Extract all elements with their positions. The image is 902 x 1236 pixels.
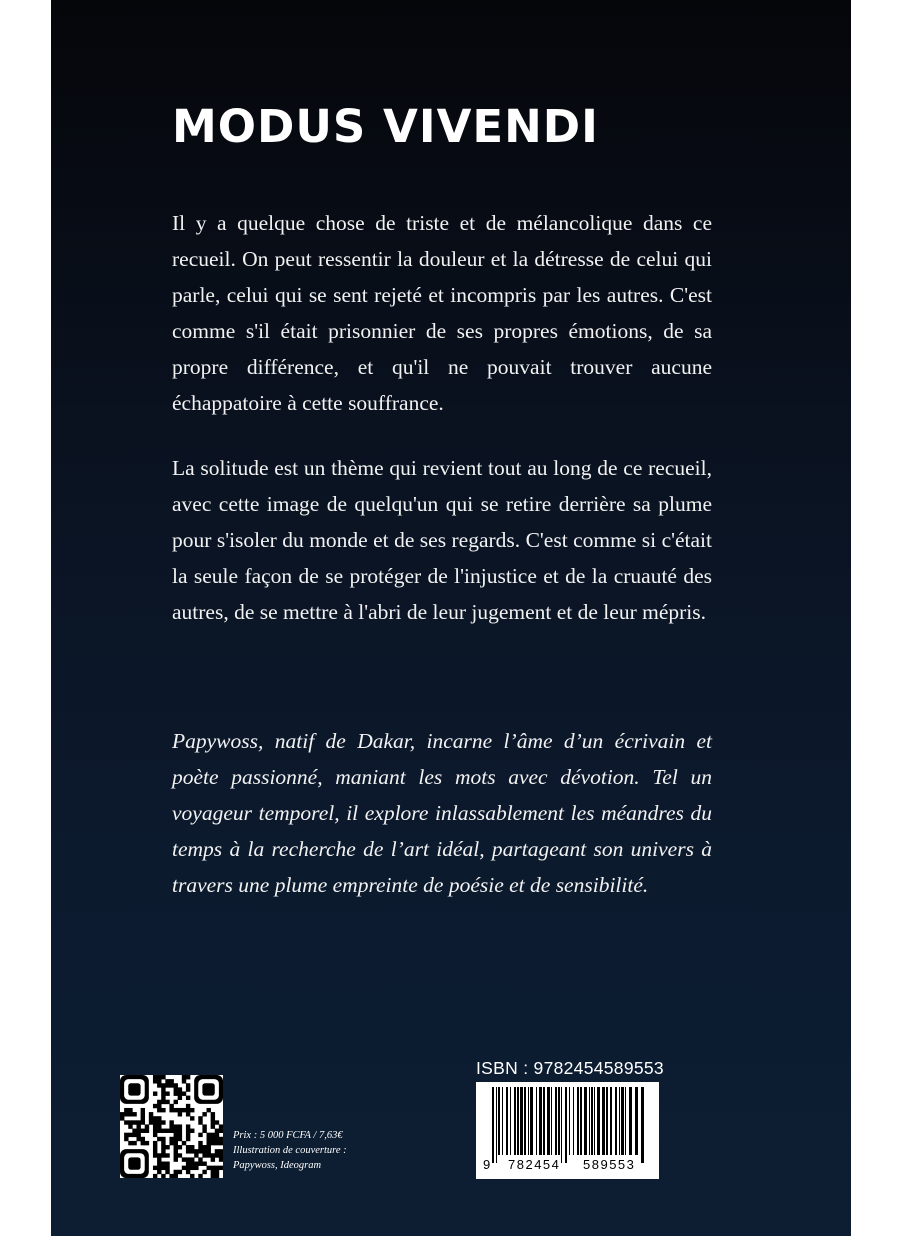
qr-module xyxy=(198,1116,202,1120)
qr-module xyxy=(145,1124,149,1128)
barcode-bar xyxy=(610,1087,612,1155)
qr-module xyxy=(194,1166,198,1170)
qr-module xyxy=(178,1124,182,1128)
qr-module xyxy=(169,1120,173,1124)
qr-module xyxy=(169,1104,173,1108)
qr-module xyxy=(190,1157,194,1161)
qr-module xyxy=(178,1145,182,1149)
qr-module xyxy=(194,1162,198,1166)
book-title: MODUS VIVENDI xyxy=(172,100,599,153)
qr-module xyxy=(157,1104,161,1108)
qr-module xyxy=(186,1096,190,1100)
qr-module xyxy=(124,1112,128,1116)
qr-module xyxy=(169,1124,173,1128)
qr-module xyxy=(132,1129,136,1133)
qr-module xyxy=(219,1124,223,1128)
qr-module xyxy=(186,1129,190,1133)
qr-module xyxy=(202,1149,206,1153)
qr-module xyxy=(132,1133,136,1137)
qr-module xyxy=(190,1129,194,1133)
qr-module xyxy=(215,1166,219,1170)
barcode-bar xyxy=(591,1087,593,1155)
barcode xyxy=(476,1082,659,1179)
qr-module xyxy=(141,1129,145,1133)
illustration-credit: Papywoss, Ideogram xyxy=(233,1160,322,1171)
qr-module xyxy=(161,1087,165,1091)
qr-module xyxy=(161,1153,165,1157)
barcode-bar xyxy=(496,1087,497,1163)
qr-module xyxy=(157,1120,161,1124)
barcode-digit-group-1: 782454 xyxy=(508,1157,561,1172)
barcode-bar xyxy=(520,1087,523,1155)
qr-module xyxy=(169,1174,173,1178)
qr-module xyxy=(198,1120,202,1124)
qr-module xyxy=(174,1133,178,1137)
qr-module xyxy=(165,1100,169,1104)
barcode-bar xyxy=(547,1087,550,1155)
qr-module xyxy=(178,1087,182,1091)
credits xyxy=(233,1128,433,1173)
qr-module xyxy=(157,1116,161,1120)
qr-module xyxy=(186,1075,190,1079)
qr-module xyxy=(174,1087,178,1091)
qr-module xyxy=(194,1153,198,1157)
qr-module xyxy=(190,1149,194,1153)
barcode-bar xyxy=(573,1087,574,1155)
barcode-bar xyxy=(492,1087,494,1163)
qr-module xyxy=(211,1166,215,1170)
qr-module xyxy=(174,1083,178,1087)
qr-finder xyxy=(128,1083,140,1095)
qr-module xyxy=(153,1075,157,1079)
qr-module xyxy=(165,1091,169,1095)
qr-module xyxy=(153,1124,157,1128)
qr-module xyxy=(186,1149,190,1153)
qr-module xyxy=(132,1141,136,1145)
barcode-bar xyxy=(530,1087,533,1155)
qr-module xyxy=(190,1174,194,1178)
qr-module xyxy=(153,1166,157,1170)
qr-module xyxy=(174,1137,178,1141)
qr-module xyxy=(219,1149,223,1153)
qr-module xyxy=(202,1145,206,1149)
barcode-bar xyxy=(577,1087,579,1155)
qr-module xyxy=(190,1166,194,1170)
isbn-label: ISBN : 9782454589553 xyxy=(476,1058,664,1078)
qr-module xyxy=(211,1153,215,1157)
qr-module xyxy=(174,1129,178,1133)
qr-module xyxy=(169,1129,173,1133)
qr-module xyxy=(136,1124,140,1128)
barcode-bar xyxy=(510,1087,511,1155)
qr-module xyxy=(128,1133,132,1137)
qr-module xyxy=(202,1112,206,1116)
blurb-paragraph-1: Il y a quelque chose de triste et de mélancolique dans ce recueil. On peut ressentir la douleur et la détresse de celui qui parle, celui qui se sent rejeté et incompris par les autres. C'est comme s'il était prisonnier de ses propres émotions, de sa propre différence, et qu'il ne pouvait trouver aucune échappatoire à cette souffrance. xyxy=(172,211,712,415)
qr-module xyxy=(207,1153,211,1157)
qr-module xyxy=(149,1112,153,1116)
barcode-bar xyxy=(597,1087,600,1155)
qr-module xyxy=(186,1108,190,1112)
qr-module xyxy=(124,1108,128,1112)
qr-module xyxy=(153,1141,157,1145)
qr-module xyxy=(186,1170,190,1174)
qr-module xyxy=(161,1166,165,1170)
qr-module xyxy=(207,1145,211,1149)
qr-module xyxy=(178,1153,182,1157)
barcode-bar xyxy=(602,1087,605,1155)
qr-module xyxy=(186,1083,190,1087)
qr-module xyxy=(186,1087,190,1091)
qr-module xyxy=(120,1112,124,1116)
qr-module xyxy=(161,1091,165,1095)
qr-module xyxy=(207,1108,211,1112)
barcode-bar xyxy=(584,1087,587,1155)
qr-module xyxy=(169,1137,173,1141)
barcode-bar xyxy=(539,1087,542,1155)
qr-module xyxy=(157,1075,161,1079)
qr-module xyxy=(211,1124,215,1128)
barcode-bar xyxy=(641,1087,644,1163)
qr-module xyxy=(161,1129,165,1133)
qr-module xyxy=(207,1133,211,1137)
qr-module xyxy=(202,1129,206,1133)
qr-module xyxy=(198,1145,202,1149)
barcode-bar xyxy=(565,1087,567,1163)
barcode-bar xyxy=(619,1087,620,1155)
qr-module xyxy=(186,1162,190,1166)
qr-module xyxy=(182,1075,186,1079)
qr-module xyxy=(186,1112,190,1116)
qr-module xyxy=(136,1120,140,1124)
qr-module xyxy=(124,1137,128,1141)
qr-module xyxy=(128,1141,132,1145)
qr-module xyxy=(165,1162,169,1166)
qr-module xyxy=(211,1141,215,1145)
qr-module xyxy=(215,1153,219,1157)
qr-module xyxy=(157,1137,161,1141)
qr-module xyxy=(136,1133,140,1137)
qr-module xyxy=(215,1133,219,1137)
qr-module xyxy=(157,1153,161,1157)
qr-module xyxy=(174,1141,178,1145)
barcode-bar xyxy=(514,1087,516,1155)
qr-module xyxy=(202,1162,206,1166)
qr-module xyxy=(132,1120,136,1124)
qr-module xyxy=(157,1166,161,1170)
qr-module xyxy=(157,1124,161,1128)
barcode-bar xyxy=(558,1087,560,1155)
qr-module xyxy=(190,1116,194,1120)
qr-module xyxy=(153,1133,157,1137)
qr-module xyxy=(153,1145,157,1149)
barcode-bar xyxy=(621,1087,624,1155)
qr-module xyxy=(186,1133,190,1137)
qr-module xyxy=(186,1166,190,1170)
qr-module xyxy=(161,1100,165,1104)
qr-module xyxy=(207,1166,211,1170)
qr-module xyxy=(161,1096,165,1100)
barcode-bar xyxy=(543,1087,545,1155)
qr-module xyxy=(165,1153,169,1157)
qr-module xyxy=(215,1141,219,1145)
qr-module xyxy=(211,1170,215,1174)
qr-module xyxy=(174,1157,178,1161)
qr-module xyxy=(207,1137,211,1141)
barcode-bar xyxy=(589,1087,590,1155)
author-bio: Papywoss, natif de Dakar, incarne l’âme d’un écrivain et poète passionné, maniant les mots avec dévotion. Tel un voyageur temporel, il explore inlassablement les méandres du temps à la recherche de l’art idéal, partageant son univers à travers une plume empreinte de poésie et de sensibilité. xyxy=(172,729,712,897)
barcode-bar xyxy=(594,1087,595,1155)
qr-module xyxy=(161,1174,165,1178)
qr-module xyxy=(174,1108,178,1112)
qr-module xyxy=(153,1149,157,1153)
barcode-bar xyxy=(629,1087,632,1155)
qr-module xyxy=(219,1166,223,1170)
barcode-digit-first: 9 xyxy=(483,1157,491,1172)
qr-module xyxy=(161,1145,165,1149)
barcode-bar xyxy=(498,1087,500,1155)
qr-module xyxy=(128,1120,132,1124)
barcode-bar xyxy=(606,1087,608,1155)
qr-module xyxy=(141,1141,145,1145)
qr-module xyxy=(182,1079,186,1083)
qr-module xyxy=(207,1149,211,1153)
qr-module xyxy=(157,1170,161,1174)
qr-module xyxy=(190,1145,194,1149)
back-cover xyxy=(51,0,851,1236)
qr-module xyxy=(219,1141,223,1145)
qr-module xyxy=(174,1153,178,1157)
barcode-bar xyxy=(569,1087,570,1155)
qr-module xyxy=(174,1174,178,1178)
qr-module xyxy=(161,1141,165,1145)
qr-module xyxy=(136,1137,140,1141)
qr-module xyxy=(145,1141,149,1145)
qr-module xyxy=(174,1145,178,1149)
qr-module xyxy=(141,1137,145,1141)
qr-module xyxy=(174,1100,178,1104)
qr-module xyxy=(128,1108,132,1112)
qr-module xyxy=(182,1091,186,1095)
qr-module xyxy=(174,1149,178,1153)
qr-module xyxy=(161,1137,165,1141)
qr-module xyxy=(215,1129,219,1133)
qr-module xyxy=(190,1108,194,1112)
qr-module xyxy=(211,1116,215,1120)
qr-code-icon xyxy=(120,1075,223,1178)
barcode-bar xyxy=(635,1087,638,1155)
qr-module xyxy=(124,1133,128,1137)
qr-module xyxy=(198,1174,202,1178)
qr-module xyxy=(157,1100,161,1104)
qr-module xyxy=(165,1083,169,1087)
qr-module xyxy=(153,1079,157,1083)
qr-module xyxy=(141,1108,145,1112)
qr-module xyxy=(161,1083,165,1087)
qr-module xyxy=(178,1091,182,1095)
qr-module xyxy=(182,1108,186,1112)
qr-module xyxy=(161,1108,165,1112)
qr-module xyxy=(211,1112,215,1116)
qr-module xyxy=(124,1120,128,1124)
qr-module xyxy=(174,1091,178,1095)
barcode-bar xyxy=(517,1087,519,1155)
barcode-bar xyxy=(615,1087,617,1155)
qr-module xyxy=(211,1120,215,1124)
barcode-bar xyxy=(528,1087,529,1155)
qr-module xyxy=(161,1075,165,1079)
qr-module xyxy=(174,1170,178,1174)
qr-module xyxy=(169,1083,173,1087)
barcode-digits xyxy=(476,1157,659,1175)
qr-module xyxy=(178,1129,182,1133)
illustration-label: Illustration de couverture : xyxy=(233,1145,347,1156)
qr-module xyxy=(157,1108,161,1112)
qr-module xyxy=(165,1079,169,1083)
qr-module xyxy=(198,1149,202,1153)
qr-module xyxy=(128,1124,132,1128)
qr-module xyxy=(211,1137,215,1141)
qr-module xyxy=(198,1133,202,1137)
blurb-paragraph-2: La solitude est un thème qui revient tout au long de ce recueil, avec cette image de quelqu'un qui se retire derrière sa plume pour s'isoler du monde et de ses regards. C'est comme si c'était la seule façon de se protéger de l'injustice et de la cruauté des autres, de se mettre à l'abri de leur jugement et de leur mépris. xyxy=(172,456,712,624)
qr-module xyxy=(128,1112,132,1116)
qr-module xyxy=(161,1120,165,1124)
qr-module xyxy=(161,1149,165,1153)
qr-module xyxy=(202,1153,206,1157)
qr-module xyxy=(198,1157,202,1161)
qr-module xyxy=(178,1112,182,1116)
barcode-bar xyxy=(625,1087,626,1155)
qr-module xyxy=(190,1162,194,1166)
qr-module xyxy=(149,1116,153,1120)
qr-module xyxy=(149,1120,153,1124)
qr-module xyxy=(165,1170,169,1174)
qr-module xyxy=(219,1137,223,1141)
qr-module xyxy=(132,1112,136,1116)
qr-module xyxy=(215,1174,219,1178)
qr-module xyxy=(215,1149,219,1153)
qr-module xyxy=(165,1145,169,1149)
qr-module xyxy=(153,1116,157,1120)
qr-module xyxy=(165,1129,169,1133)
qr-module xyxy=(178,1170,182,1174)
qr-module xyxy=(215,1170,219,1174)
qr-module xyxy=(211,1174,215,1178)
qr-module xyxy=(161,1162,165,1166)
qr-module xyxy=(215,1137,219,1141)
qr-module xyxy=(182,1141,186,1145)
barcode-bar xyxy=(506,1087,508,1155)
qr-module xyxy=(153,1091,157,1095)
qr-module xyxy=(157,1079,161,1083)
qr-module xyxy=(153,1153,157,1157)
qr-module xyxy=(141,1116,145,1120)
barcode-bar xyxy=(555,1087,557,1155)
qr-module xyxy=(194,1149,198,1153)
qr-module xyxy=(120,1116,124,1120)
qr-module xyxy=(186,1137,190,1141)
qr-module xyxy=(202,1124,206,1128)
barcode-bar xyxy=(536,1087,537,1155)
qr-module xyxy=(182,1166,186,1170)
qr-module xyxy=(178,1108,182,1112)
qr-module xyxy=(207,1141,211,1145)
barcode-bar xyxy=(580,1087,582,1155)
price-text: Prix : 5 000 FCFA / 7,63€ xyxy=(233,1130,343,1141)
qr-module xyxy=(219,1153,223,1157)
qr-module xyxy=(202,1170,206,1174)
qr-module xyxy=(169,1079,173,1083)
qr-module xyxy=(174,1124,178,1128)
qr-module xyxy=(178,1137,182,1141)
qr-module xyxy=(169,1108,173,1112)
barcode-bar xyxy=(502,1087,503,1155)
qr-module xyxy=(153,1174,157,1178)
qr-module xyxy=(211,1133,215,1137)
barcode-bar xyxy=(551,1087,552,1155)
barcode-bar xyxy=(524,1087,526,1155)
qr-module xyxy=(153,1104,157,1108)
qr-module xyxy=(157,1162,161,1166)
qr-finder xyxy=(128,1157,140,1169)
qr-module xyxy=(178,1133,182,1137)
qr-module xyxy=(157,1157,161,1161)
qr-module xyxy=(215,1120,219,1124)
barcode-bar xyxy=(561,1087,562,1163)
qr-module xyxy=(153,1120,157,1124)
qr-module xyxy=(165,1166,169,1170)
qr-module xyxy=(186,1157,190,1161)
qr-module xyxy=(211,1157,215,1161)
qr-module xyxy=(182,1157,186,1161)
qr-module xyxy=(145,1129,149,1133)
qr-module xyxy=(186,1104,190,1108)
qr-module xyxy=(219,1157,223,1161)
qr-module xyxy=(157,1129,161,1133)
qr-module xyxy=(178,1096,182,1100)
qr-module xyxy=(157,1083,161,1087)
qr-module xyxy=(198,1162,202,1166)
barcode-digit-group-2: 589553 xyxy=(583,1157,636,1172)
qr-module xyxy=(219,1129,223,1133)
qr-module xyxy=(186,1145,190,1149)
qr-module xyxy=(186,1124,190,1128)
qr-module xyxy=(153,1129,157,1133)
qr-module xyxy=(169,1141,173,1145)
qr-module xyxy=(141,1120,145,1124)
qr-module xyxy=(141,1112,145,1116)
qr-finder xyxy=(202,1083,214,1095)
qr-module xyxy=(136,1129,140,1133)
qr-module xyxy=(198,1141,202,1145)
